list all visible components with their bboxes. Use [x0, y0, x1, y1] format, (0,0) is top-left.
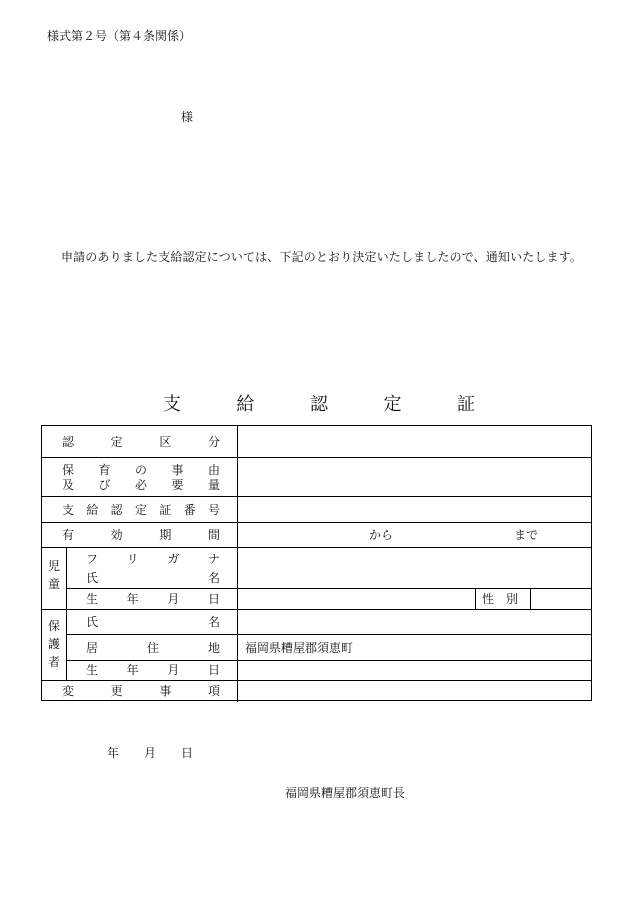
date-char: 月: [143, 746, 156, 760]
label-char: 更: [110, 684, 123, 698]
label-char: 有: [62, 528, 75, 542]
label-char: 効: [110, 528, 123, 542]
label-required-amount: [62, 478, 220, 492]
label-child-name: [86, 571, 220, 585]
label-char: 区: [159, 435, 172, 449]
label-char: び: [98, 478, 111, 492]
form-number: 様式第２号（第４条関係）: [47, 29, 192, 43]
label-char: の: [134, 463, 147, 477]
label-char: 定: [110, 435, 123, 449]
label-char: リ: [126, 552, 139, 566]
label-childcare-reason: [62, 463, 220, 477]
label-char: 号: [207, 503, 220, 517]
period-from: から: [369, 528, 394, 542]
title-char: 定: [383, 394, 402, 415]
label-char: 地: [207, 641, 220, 655]
label-char: フ: [86, 552, 99, 566]
label-char: 量: [207, 478, 220, 492]
label-char: 支: [62, 503, 75, 517]
label-char: 日: [207, 592, 220, 606]
label-char: 生: [86, 663, 99, 677]
row-divider: [42, 547, 591, 548]
date-char: 年: [107, 746, 120, 760]
column-divider: [530, 588, 531, 609]
label-char: ガ: [167, 552, 180, 566]
label-char: 居: [86, 641, 99, 655]
label-char: 童: [47, 577, 60, 591]
label-sex: [482, 592, 518, 606]
label-char: 者: [47, 655, 60, 669]
label-char: 期: [159, 528, 172, 542]
period-until: まで: [514, 528, 539, 542]
label-char: 給: [86, 503, 99, 517]
label-char: 月: [167, 663, 180, 677]
label-char: 育: [98, 463, 111, 477]
row-divider: [66, 660, 591, 661]
title-char: 給: [236, 394, 255, 415]
label-child-group: [42, 557, 66, 593]
row-divider: [66, 634, 591, 635]
label-char: 別: [505, 592, 518, 606]
label-char: 氏: [86, 615, 99, 629]
label-char: 変: [62, 684, 75, 698]
label-child-furigana: [86, 552, 220, 566]
label-char: 事: [159, 684, 172, 698]
issuer: 福岡県糟屋郡須恵町長: [285, 786, 406, 800]
label-changes: [62, 684, 220, 698]
label-char: 月: [167, 592, 180, 606]
row-divider: [42, 457, 591, 458]
label-char: 氏: [86, 571, 99, 585]
row-divider: [42, 609, 591, 610]
label-char: 名: [207, 615, 220, 629]
row-divider: [42, 522, 591, 523]
label-certification-number: [62, 503, 220, 517]
date-char: 日: [180, 746, 193, 760]
label-guardian-name: [86, 615, 220, 629]
label-char: 児: [47, 559, 60, 573]
label-guardian-address: [86, 641, 220, 655]
column-divider: [475, 588, 476, 609]
notice-text: 申請のありました支給認定については、下記のとおり決定いたしましたので、通知いたします。: [61, 250, 583, 264]
issue-date: [107, 744, 193, 761]
label-char: 護: [47, 637, 60, 651]
column-divider: [66, 547, 67, 680]
title-char: 支: [163, 394, 181, 415]
label-char: 年: [126, 663, 139, 677]
label-guardian-group: [42, 617, 66, 671]
row-divider: [42, 496, 591, 497]
label-child-birthdate: [86, 592, 220, 606]
label-char: 項: [207, 684, 220, 698]
label-char: 必: [134, 478, 147, 492]
guardian-address-value: 福岡県糟屋郡須恵町: [245, 641, 354, 655]
label-char: 住: [146, 641, 159, 655]
label-char: 由: [207, 463, 220, 477]
label-char: 証: [159, 503, 172, 517]
title-char: 証: [457, 394, 475, 415]
label-char: 年: [126, 592, 139, 606]
certificate-title: [163, 395, 475, 415]
row-divider: [42, 680, 591, 681]
label-char: 認: [62, 435, 75, 449]
label-char: 保: [47, 619, 60, 633]
row-divider: [66, 588, 591, 589]
label-char: 生: [86, 592, 99, 606]
label-char: ナ: [207, 552, 220, 566]
label-certification-category: [62, 435, 220, 449]
label-char: 事: [171, 463, 184, 477]
title-char: 認: [310, 394, 328, 415]
addressee-suffix: 様: [181, 110, 194, 124]
label-char: 番: [183, 503, 196, 517]
label-char: 日: [207, 663, 220, 677]
label-char: 及: [62, 478, 75, 492]
certificate-table: [41, 425, 592, 701]
label-char: 名: [207, 571, 220, 585]
label-valid-period: [62, 528, 220, 542]
label-char: 間: [207, 528, 220, 542]
column-divider: [237, 426, 238, 702]
label-char: 分: [207, 435, 220, 449]
label-char: 定: [134, 503, 147, 517]
label-char: 性: [482, 592, 495, 606]
label-guardian-birthdate: [86, 663, 220, 677]
label-char: 認: [110, 503, 123, 517]
label-char: 保: [62, 463, 75, 477]
label-char: 要: [171, 478, 184, 492]
